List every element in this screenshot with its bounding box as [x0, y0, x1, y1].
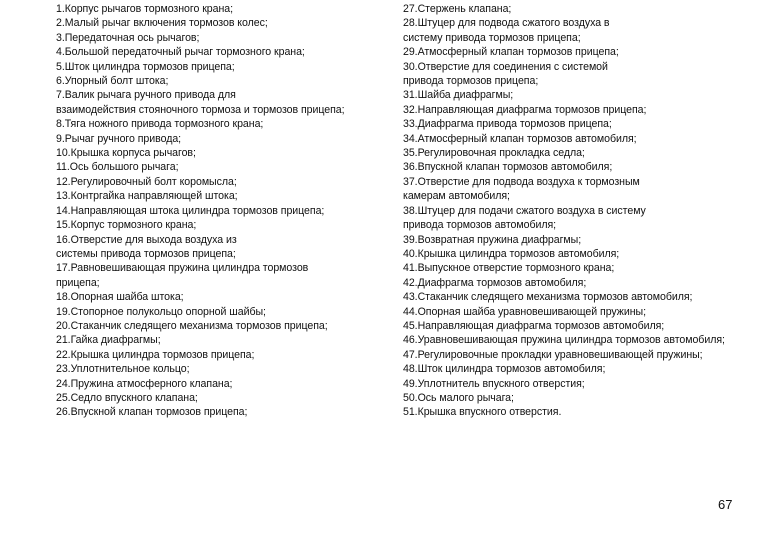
parts-list-line: 46.Уравновешивающая пружина цилиндра тормозов автомобиля;: [403, 334, 725, 347]
parts-list-line: 42.Диафрагма тормозов автомобиля;: [403, 276, 587, 289]
parts-list-line: 39.Возвратная пружина диафрагмы;: [403, 233, 582, 246]
parts-list-line: 17.Равновешивающая пружина цилиндра тормозов: [56, 262, 309, 275]
parts-list-line: 47.Регулировочные прокладки уравновешивающей пружины;: [403, 348, 703, 361]
parts-list-line: 41.Выпускное отверстие тормозного крана;: [403, 262, 615, 275]
parts-list-line: 7.Валик рычага ручного привода для: [56, 89, 236, 102]
parts-list-line: 50.Ось малого рычага;: [403, 391, 514, 404]
parts-list-line: 26.Впускной клапан тормозов прицепа;: [56, 406, 248, 419]
parts-list-line: привода тормозов автомобиля;: [403, 219, 557, 232]
parts-list-line: 22.Крышка цилиндра тормозов прицепа;: [56, 348, 255, 361]
parts-list-line: 35.Регулировочная прокладка седла;: [403, 147, 585, 160]
parts-list-line: 3.Передаточная ось рычагов;: [56, 31, 200, 44]
parts-list-line: 20.Стаканчик следящего механизма тормозов прицепа;: [56, 319, 328, 332]
parts-list-line: 2.Малый рычаг включения тормозов колес;: [56, 17, 268, 30]
parts-list-line: систему привода тормозов прицепа;: [403, 31, 581, 44]
parts-list-line: 12.Регулировочный болт коромысла;: [56, 175, 237, 188]
parts-list-line: 19.Стопорное полукольцо опорной шайбы;: [56, 305, 266, 318]
parts-list-line: 8.Тяга ножного привода тормозного крана;: [56, 118, 264, 131]
parts-list-line: 6.Упорный болт штока;: [56, 75, 169, 88]
parts-list-line: 11.Ось большого рычага;: [56, 161, 179, 174]
parts-list-line: 9.Рычаг ручного привода;: [56, 132, 182, 145]
parts-list-line: 51.Крышка впускного отверстия.: [403, 406, 562, 419]
parts-list-line: 5.Шток цилиндра тормозов прицепа;: [56, 60, 235, 73]
parts-list-line: прицепа;: [56, 276, 100, 289]
parts-list-line: системы привода тормозов прицепа;: [56, 247, 236, 260]
parts-list-line: 32.Направляющая диафрагма тормозов прицепа;: [403, 103, 647, 116]
parts-list-line: 31.Шайба диафрагмы;: [403, 89, 514, 102]
parts-list-line: 40.Крышка цилиндра тормозов автомобиля;: [403, 247, 620, 260]
parts-list-line: 36.Впускной клапан тормозов автомобиля;: [403, 161, 613, 174]
parts-list-line: 43.Стаканчик следящего механизма тормозов автомобиля;: [403, 291, 693, 304]
parts-list-line: 37.Отверстие для подвода воздуха к тормозным: [403, 175, 640, 188]
parts-list-line: 16.Отверстие для выхода воздуха из: [56, 233, 237, 246]
parts-list-right-column: [403, 2, 780, 420]
parts-list-line: 38.Штуцер для подачи сжатого воздуха в систему: [403, 204, 646, 217]
parts-list-line: 23.Уплотнительное кольцо;: [56, 363, 190, 376]
parts-list-line: 10.Крышка корпуса рычагов;: [56, 147, 196, 160]
parts-list-line: 29.Атмосферный клапан тормозов прицепа;: [403, 46, 619, 59]
parts-list-line: 45.Направляющая диафрагма тормозов автомобиля;: [403, 319, 665, 332]
parts-list-line: 25.Седло впускного клапана;: [56, 391, 198, 404]
parts-list-line: 28.Штуцер для подвода сжатого воздуха в: [403, 17, 610, 30]
parts-list-line: 13.Контргайка направляющей штока;: [56, 190, 238, 203]
parts-list-line: 44.Опорная шайба уравновешивающей пружины;: [403, 305, 646, 318]
page-number: 67: [718, 497, 733, 512]
parts-list-line: 27.Стержень клапана;: [403, 3, 512, 15]
parts-list-line: 1.Корпус рычагов тормозного крана;: [56, 3, 233, 15]
parts-list-line: 30.Отверстие для соединения с системой: [403, 60, 608, 73]
parts-list-left-column: [56, 2, 396, 420]
parts-list-line: 14.Направляющая штока цилиндра тормозов прицепа;: [56, 204, 325, 217]
parts-list-line: 33.Диафрагма привода тормозов прицепа;: [403, 118, 612, 131]
parts-list-line: 4.Большой передаточный рычаг тормозного крана;: [56, 46, 305, 59]
parts-list-line: 24.Пружина атмосферного клапана;: [56, 377, 233, 390]
parts-list-line: 34.Атмосферный клапан тормозов автомобиля;: [403, 132, 637, 145]
parts-list-line: 48.Шток цилиндра тормозов автомобиля;: [403, 363, 606, 376]
parts-list-line: камерам автомобиля;: [403, 190, 510, 203]
parts-list-line: 18.Опорная шайба штока;: [56, 291, 184, 304]
parts-list-line: 49.Уплотнитель впускного отверстия;: [403, 377, 585, 390]
parts-list-line: взаимодействия стояночного тормоза и тормозов прицепа;: [56, 103, 345, 116]
parts-list-line: привода тормозов прицепа;: [403, 75, 539, 88]
parts-list-line: 15.Корпус тормозного крана;: [56, 219, 197, 232]
parts-list-line: 21.Гайка диафрагмы;: [56, 334, 161, 347]
